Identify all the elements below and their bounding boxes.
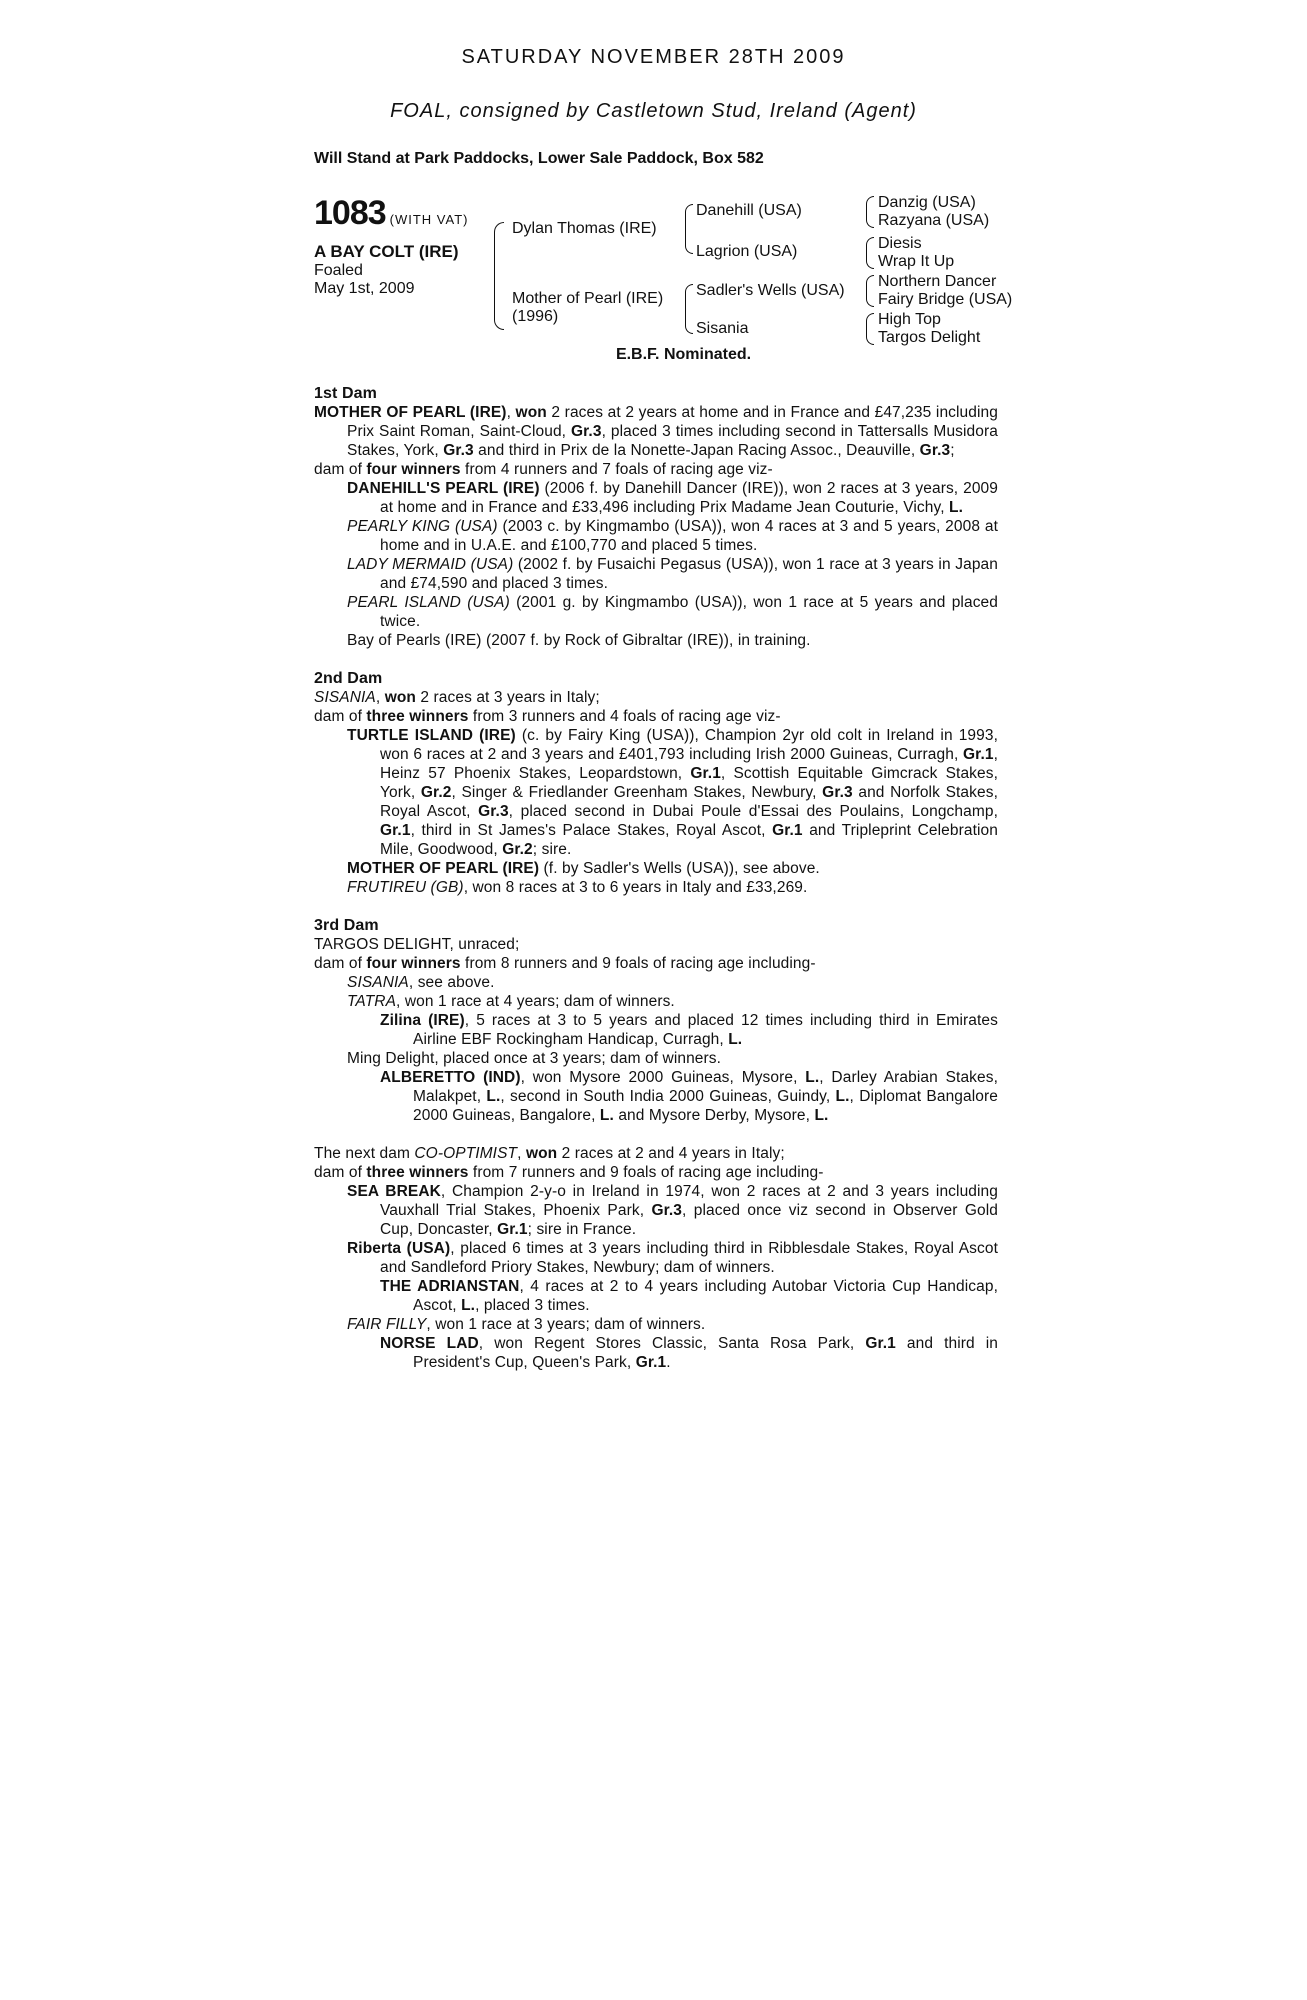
lot-number-block [314, 194, 468, 233]
produce-entry: PEARLY KING (USA) (2003 c. by Kingmambo (USA)), won 4 races at 3 and 5 years, 2008 at home and in U.A.E. and £100,770 and placed 5 times. [347, 518, 998, 554]
produce-entry: Zilina (IRE), 5 races at 3 to 5 years and placed 12 times including third in Emirates Airline EBF Rockingham Handicap, Curragh, L. [380, 1012, 998, 1048]
foaled-block [314, 262, 415, 298]
produce-entry: DANEHILL'S PEARL (IRE) (2006 f. by Danehill Dancer (IRE)), won 2 races at 3 years, 2009 at home and in France and £33,496 including Prix Madame Jean Couturie, Vichy, L. [347, 480, 999, 516]
pedigree-ssd: Razyana (USA) [878, 212, 990, 229]
produce-entry: MOTHER OF PEARL (IRE) (f. by Sadler's Wells (USA)), see above. [347, 860, 820, 877]
vat-note: (WITH VAT) [389, 212, 469, 227]
pedigree-sire-sire: Danehill (USA) [696, 202, 802, 219]
first-dam-paragraph: MOTHER OF PEARL (IRE), won 2 races at 2 years at home and in France and £47,235 including Prix Saint Roman, Saint-Cloud, Gr.3, placed 3 times including second in Tattersalls Musidora Stakes, York, Gr.3 and third in Prix de la Nonette-Japan Racing Assoc., Deauville, Gr.3; [314, 404, 998, 459]
produce-entry: Riberta (USA), placed 6 times at 3 years including third in Ribblesdale Stakes, Royal Ascot and Sandleford Priory Stakes, Newbury; dam of winners. [347, 1240, 998, 1276]
pedigree-brace-ss [866, 196, 874, 228]
foaled-date: May 1st, 2009 [314, 280, 415, 297]
pedigree-brace-sd [866, 237, 874, 269]
produce-entry: SEA BREAK, Champion 2-y-o in Ireland in 1974, won 2 races at 2 and 3 years including Vauxhall Trial Stakes, Phoenix Park, Gr.3, placed once viz second in Observer Gold Cup, Doncaster, Gr.1; sire in France. [347, 1183, 999, 1238]
pedigree-dam-sire: Sadler's Wells (USA) [696, 282, 845, 299]
second-dam-heading: 2nd Dam [314, 670, 383, 687]
pedigree-ddd: Targos Delight [878, 329, 981, 346]
pedigree-dss: Northern Dancer [878, 273, 997, 290]
produce-record [314, 384, 998, 1372]
third-dam-summary: dam of four winners from 8 runners and 9 foals of racing age including- [314, 955, 816, 972]
produce-entry: PEARL ISLAND (USA) (2001 g. by Kingmambo (USA)), won 1 race at 5 years and placed twice. [347, 594, 998, 630]
pedigree-dds: High Top [878, 311, 941, 328]
pedigree-sire-dam: Lagrion (USA) [696, 243, 798, 260]
lot-number: 1083 [314, 194, 386, 232]
pedigree-dam: Mother of Pearl (IRE) [512, 290, 664, 307]
first-dam-heading: 1st Dam [314, 385, 377, 402]
first-dam-summary: dam of four winners from 4 runners and 7 foals of racing age viz- [314, 461, 773, 478]
produce-entry: ALBERETTO (IND), won Mysore 2000 Guineas, Mysore, L., Darley Arabian Stakes, Malakpet, L., second in South India 2000 Guineas, Guindy, L., Diplomat Bangalore 2000 Guineas, Bangalore, L. and Mysore Derby, Mysore, L. [380, 1069, 998, 1124]
pedigree-brace-sire [685, 204, 693, 254]
second-dam-summary: dam of three winners from 3 runners and 4 foals of racing age viz- [314, 708, 781, 725]
second-dam-paragraph: SISANIA, won 2 races at 3 years in Italy; [314, 689, 600, 706]
produce-entry: Ming Delight, placed once at 3 years; dam of winners. [347, 1050, 722, 1067]
foaled-label: Foaled [314, 262, 363, 279]
produce-entry: SISANIA, see above. [347, 974, 495, 991]
pedigree-sdd: Wrap It Up [878, 253, 955, 270]
ebf-nomination: E.B.F. Nominated. [615, 346, 752, 363]
produce-entry: NORSE LAD, won Regent Stores Classic, Santa Rosa Park, Gr.1 and third in President's Cup, Queen's Park, Gr.1. [380, 1335, 998, 1371]
pedigree-brace-ds [866, 275, 874, 307]
lot-name: A BAY COLT (IRE) [314, 242, 459, 261]
pedigree-dam-year: (1996) [512, 308, 559, 325]
pedigree-sds: Diesis [878, 235, 922, 252]
pedigree-brace-dd [866, 313, 874, 345]
pedigree-dam-dam: Sisania [696, 320, 749, 337]
next-dam-paragraph: The next dam CO-OPTIMIST, won 2 races at 2 and 4 years in Italy; [314, 1145, 785, 1162]
produce-entry: TURTLE ISLAND (IRE) (c. by Fairy King (USA)), Champion 2yr old colt in Ireland in 1993, won 6 races at 2 and 3 years and £401,793 including Irish 2000 Guineas, Curragh, Gr.1, Heinz 57 Phoenix Stakes, Leopardstown, Gr.1, Scottish Equitable Gimcrack Stakes, York, Gr.2, Singer & Friedlander Greenham Stakes, Newbury, Gr.3 and Norfolk Stakes, Royal Ascot, Gr.3, placed second in Dubai Poule d'Essai des Poulains, Longchamp, Gr.1, third in St James's Palace Stakes, Royal Ascot, Gr.1 and Tripleprint Celebration Mile, Goodwood, Gr.2; sire. [347, 727, 999, 858]
third-dam-paragraph: TARGOS DELIGHT, unraced; [314, 936, 520, 953]
third-dam-heading: 3rd Dam [314, 917, 379, 934]
stand-location: Will Stand at Park Paddocks, Lower Sale Paddock, Box 582 [314, 150, 764, 167]
produce-entry: TATRA, won 1 race at 4 years; dam of winners. [347, 993, 675, 1010]
produce-entry: Bay of Pearls (IRE) (2007 f. by Rock of Gibraltar (IRE)), in training. [347, 632, 811, 649]
pedigree-brace-dam [685, 284, 693, 334]
produce-entry: FAIR FILLY, won 1 race at 3 years; dam of winners. [347, 1316, 706, 1333]
produce-entry: THE ADRIANSTAN, 4 races at 2 to 4 years including Autobar Victoria Cup Handicap, Ascot, L., placed 3 times. [380, 1278, 998, 1314]
pedigree-sire: Dylan Thomas (IRE) [512, 220, 657, 237]
produce-entry: LADY MERMAID (USA) (2002 f. by Fusaichi Pegasus (USA)), won 1 race at 3 years in Japan and £74,590 and placed 3 times. [347, 556, 998, 592]
pedigree-sss: Danzig (USA) [878, 194, 976, 211]
next-dam-summary: dam of three winners from 7 runners and 9 foals of racing age including- [314, 1164, 824, 1181]
consignment-line: FOAL, consigned by Castletown Stud, Ireland (Agent) [390, 100, 917, 122]
produce-entry: FRUTIREU (GB), won 8 races at 3 to 6 years in Italy and £33,269. [347, 879, 808, 896]
pedigree-brace-main [494, 222, 504, 330]
pedigree-dsd: Fairy Bridge (USA) [878, 291, 1013, 308]
sale-date: SATURDAY NOVEMBER 28TH 2009 [461, 46, 846, 68]
